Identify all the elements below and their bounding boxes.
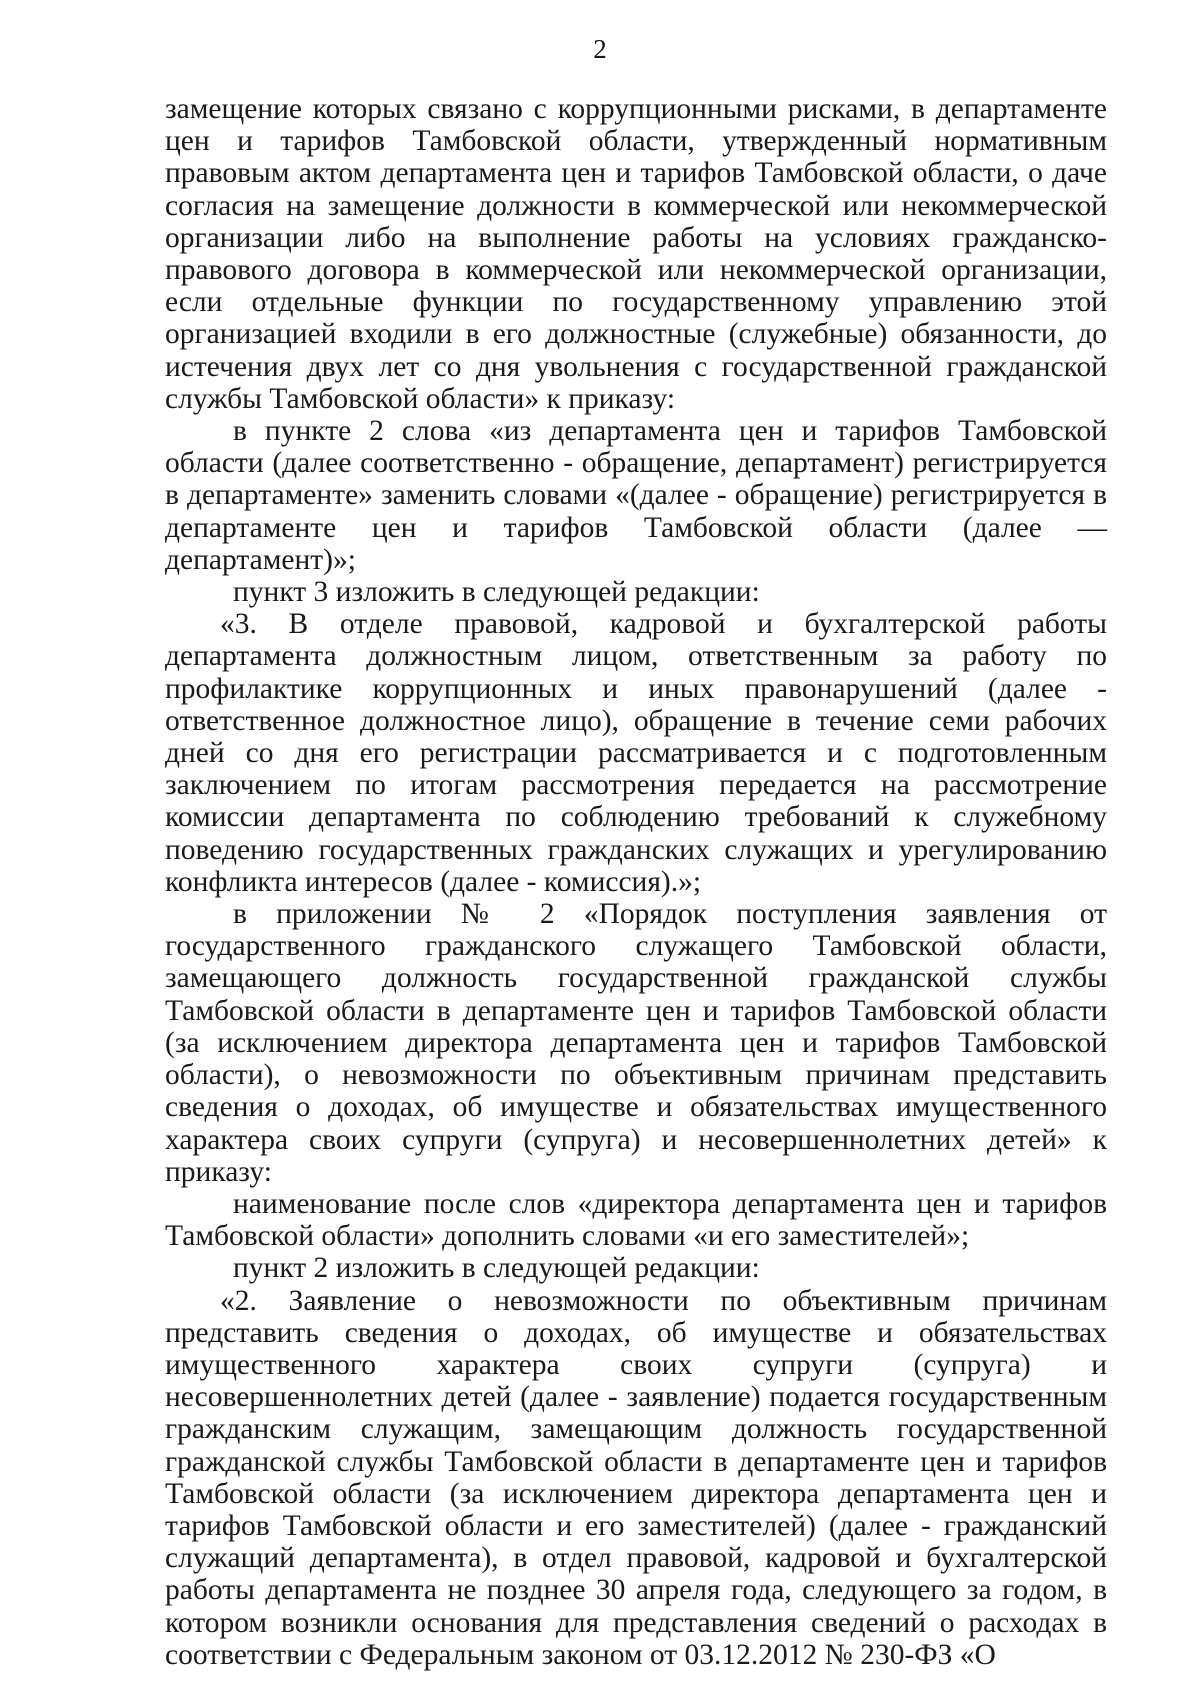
paragraph-title-amendment: наименование после слов «директора департамента цен и тарифов Тамбовской области» дополнить словами «и его заместителей»;	[165, 1187, 1107, 1253]
paragraph-point-2-text: «2. Заявление о невозможности по объективным причинам представить сведения о доходах, об имуществе и обязательствах имущественного характера своих супруги (супруга) и несовершеннолетних детей (далее - заявление) подается государственным гражданским служащим, замещающим должность государственной гражданской службы Тамбовской области в департаменте цен и тарифов Тамбовской области (за исключением директора департамента цен и тарифов Тамбовской области и его заместителей) (далее - гражданский служащий департамента), в отдел правовой, кадровой и бухгалтерской работы департамента не позднее 30 апреля года, следующего за годом, в котором возникли основания для представления сведений о расходах в соответствии с Федеральным законом от 03.12.2012 № 230-ФЗ «О	[165, 1284, 1107, 1671]
paragraph-continuation: замещение которых связано с коррупционными рисками, в департаменте цен и тарифов Тамбовской области, утвержденный нормативным правовым актом департамента цен и тарифов Тамбовской области, о даче согласия на замещение должности в коммерческой или некоммерческой организации либо на выполнение работы на условиях гражданско-правового договора в коммерческой или некоммерческой организации, если отдельные функции по государственному управлению этой организацией входили в его должностные (служебные) обязанности, до истечения двух лет со дня увольнения с государственной гражданской службы Тамбовской области» к приказу:	[165, 93, 1107, 415]
paragraph-point-3-text: «3. В отделе правовой, кадровой и бухгалтерской работы департамента должностным лицом, ответственным за работу по профилактике коррупционных и иных правонарушений (далее - ответственное должностное лицо), обращение в течение семи рабочих дней со дня его регистрации рассматривается и с подготовленным заключением по итогам рассмотрения передается на рассмотрение комиссии департамента по соблюдению требований к служебному поведению государственных гражданских служащих и урегулированию конфликта интересов (далее - комиссия).»;	[165, 608, 1107, 898]
paragraph-point-2-intro: пункт 2 изложить в следующей редакции:	[233, 1252, 760, 1285]
paragraph-appendix-2: в приложении № 2 «Порядок поступления заявления от государственного гражданского служащего Тамбовской области, замещающего должность государственной гражданской службы Тамбовской области в департаменте цен и тарифов Тамбовской области (за исключением директора департамента цен и тарифов Тамбовской области), о невозможности по объективным причинам представить сведения о доходах, об имуществе и обязательствах имущественного характера своих супруги (супруга) и несовершеннолетних детей» к приказу:	[165, 898, 1107, 1188]
paragraph-point-2-amendment: в пункте 2 слова «из департамента цен и тарифов Тамбовской области (далее соответственно - обращение, департамент) регистрируется в департаменте» заменить словами «(далее - обращение) регистрируется в департаменте цен и тарифов Тамбовской области (далее — департамент)»;	[165, 415, 1107, 576]
paragraph-point-3-intro: пункт 3 изложить в следующей редакции:	[233, 576, 760, 609]
document-body	[165, 93, 1107, 1671]
page-number: 2	[593, 34, 607, 64]
